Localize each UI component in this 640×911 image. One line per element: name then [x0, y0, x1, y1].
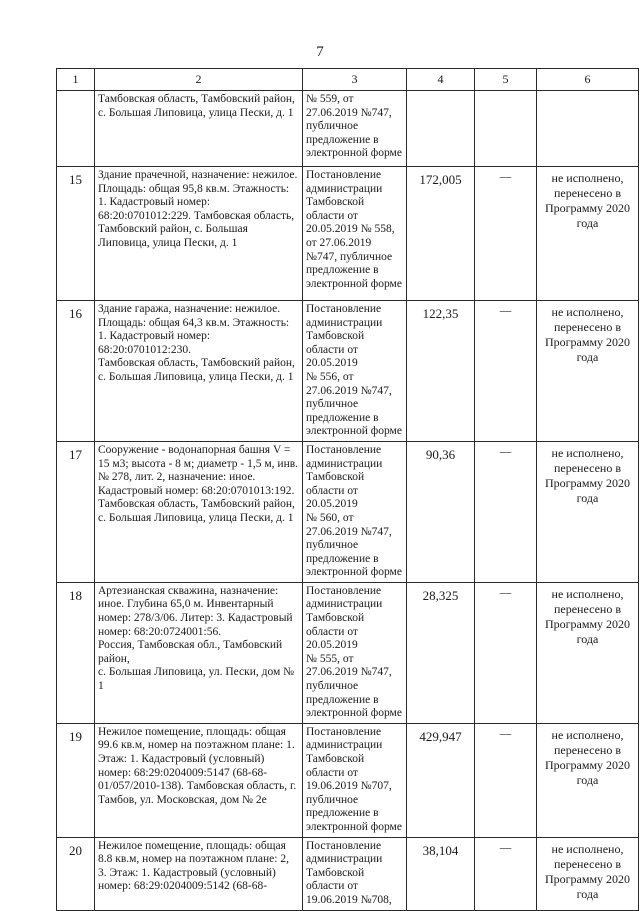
row-number: 19: [57, 723, 95, 837]
status-text: не исполнено, перенесено в Программу 2020 года: [537, 582, 639, 723]
status-text: [537, 91, 639, 167]
price-value: 429,947: [407, 723, 475, 837]
column-5-value: —: [475, 837, 537, 910]
status-text: не исполнено, перенесено в Программу 2020 года: [537, 837, 639, 910]
legal-document: Постановление администрации Тамбовской области от 20.05.2019 № 555, от 27.06.2019 №747, публичное предложение в электронной форме: [303, 582, 407, 723]
row-number: 17: [57, 441, 95, 582]
property-description: Здание гаража, назначение: нежилое. Площадь: общая 64,3 кв.м. Этажность: 1. Кадастровый номер: 68:20:0701012:230. Тамбовская область, Тамбовский район, с. Большая Липовица, улица Пески, д. 1: [95, 301, 303, 442]
column-5-value: [475, 91, 537, 167]
legal-document: № 559, от 27.06.2019 №747, публичное предложение в электронной форме: [303, 91, 407, 167]
column-5-value: —: [475, 582, 537, 723]
column-header: 6: [537, 69, 639, 91]
property-description: Нежилое помещение, площадь: общая 8.8 кв.м, номер на поэтажном плане: 2, 3. Этаж: 1. Кадастровый (условный) номер: 68:29:0204009:5142 (68-68-: [95, 837, 303, 910]
column-5-value: —: [475, 723, 537, 837]
column-header: 2: [95, 69, 303, 91]
price-value: 172,005: [407, 167, 475, 301]
price-value: 122,35: [407, 301, 475, 442]
column-header: 1: [57, 69, 95, 91]
status-text: не исполнено, перенесено в Программу 2020 года: [537, 441, 639, 582]
legal-document: Постановление администрации Тамбовской области от 20.05.2019 № 558, от 27.06.2019 №747, публичное предложение в электронной форме: [303, 167, 407, 301]
row-number: [57, 91, 95, 167]
column-number-row: [57, 69, 639, 91]
table-row: [57, 91, 639, 167]
row-number: 16: [57, 301, 95, 442]
price-value: 90,36: [407, 441, 475, 582]
property-description: Тамбовская область, Тамбовский район, с. Большая Липовица, улица Пески, д. 1: [95, 91, 303, 167]
row-number: 20: [57, 837, 95, 910]
property-description: Нежилое помещение, площадь: общая 99.6 кв.м, номер на поэтажном плане: 1. Этаж: 1. Кадастровый (условный) номер: 68:29:0204009:5147 (68-68-01/057/2010-138). Тамбовская область, г. Тамбов, ул. Московская, дом № 2е: [95, 723, 303, 837]
status-text: не исполнено, перенесено в Программу 2020 года: [537, 167, 639, 301]
row-number: 18: [57, 582, 95, 723]
column-header: 3: [303, 69, 407, 91]
status-text: не исполнено, перенесено в Программу 2020 года: [537, 301, 639, 442]
property-description: Сооружение - водонапорная башня V = 15 м3; высота - 8 м; диаметр - 1,5 м, инв. № 278, лит. 2, назначение: иное. Кадастровый номер: 68:20:0701013:192. Тамбовская область, Тамбовский район, с. Большая Липовица, улица Пески, д. 1: [95, 441, 303, 582]
price-value: 28,325: [407, 582, 475, 723]
legal-document: Постановление администрации Тамбовской области от 20.05.2019 № 560, от 27.06.2019 №747, публичное предложение в электронной форме: [303, 441, 407, 582]
page-number: 7: [316, 44, 324, 60]
property-description: Здание прачечной, назначение: нежилое. Площадь: общая 95,8 кв.м. Этажность: 1. Кадастровый номер: 68:20:0701012:229. Тамбовская область, Тамбовский район, с. Большая Липовица, улица Пески, д. 1: [95, 167, 303, 301]
property-description: Артезианская скважина, назначение: иное. Глубина 65,0 м. Инвентарный номер: 278/3/06. Литер: 3. Кадастровый номер: 68:20:0724001:56. Россия, Тамбовская обл., Тамбовский район, с. Большая Липовица, ул. Пески, дом № 1: [95, 582, 303, 723]
status-text: не исполнено, перенесено в Программу 2020 года: [537, 723, 639, 837]
property-table: [56, 68, 639, 911]
table-row: [57, 582, 639, 723]
row-number: 15: [57, 167, 95, 301]
table-row: [57, 301, 639, 442]
column-header: 4: [407, 69, 475, 91]
table-row: [57, 441, 639, 582]
legal-document: Постановление администрации Тамбовской области от 20.05.2019 № 556, от 27.06.2019 №747, публичное предложение в электронной форме: [303, 301, 407, 442]
column-5-value: —: [475, 301, 537, 442]
table-row: [57, 167, 639, 301]
legal-document: Постановление администрации Тамбовской области от 19.06.2019 №707, публичное предложение в электронной форме: [303, 723, 407, 837]
legal-document: Постановление администрации Тамбовской области от 19.06.2019 №708,: [303, 837, 407, 910]
table-row: [57, 723, 639, 837]
column-header: 5: [475, 69, 537, 91]
price-value: 38,104: [407, 837, 475, 910]
table-row: [57, 837, 639, 910]
price-value: [407, 91, 475, 167]
column-5-value: —: [475, 167, 537, 301]
column-5-value: —: [475, 441, 537, 582]
